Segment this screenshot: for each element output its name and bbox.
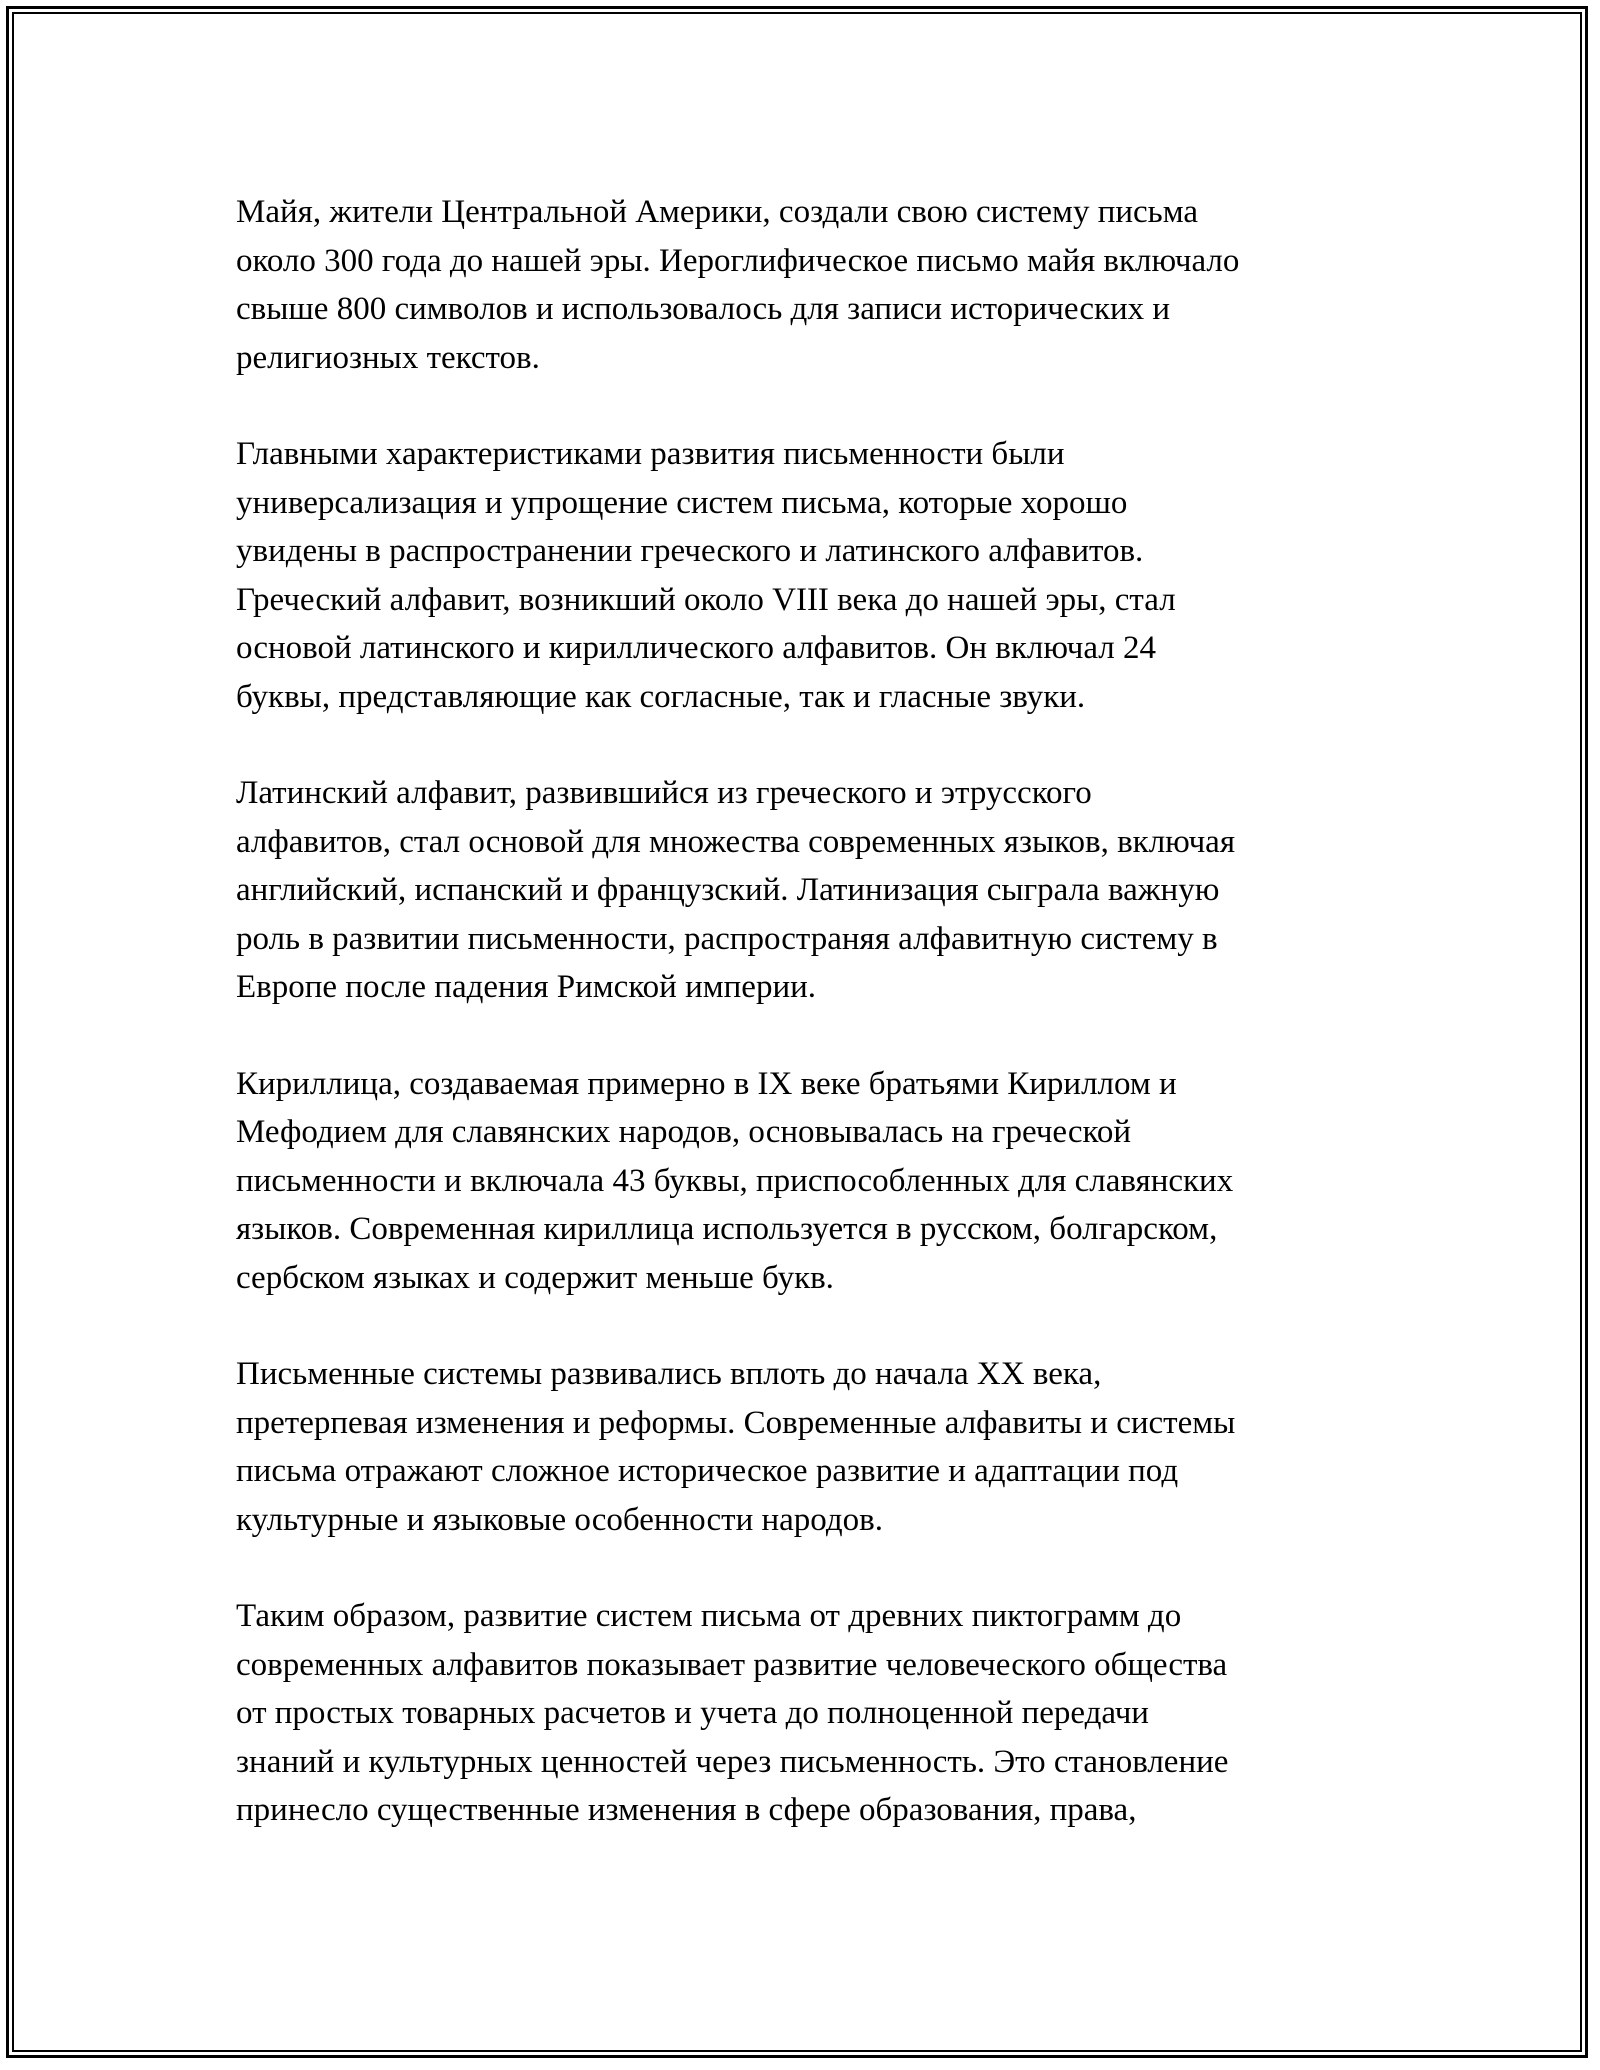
text-line: около 300 года до нашей эры. Иероглифическое письмо майя включало	[236, 242, 1240, 279]
text-line: сербском языках и содержит меньше букв.	[236, 1259, 834, 1296]
text-line: Главными характеристиками развития письменности были	[236, 436, 1065, 472]
text-line: знаний и культурных ценностей через письменность. Это становление	[236, 1743, 1229, 1780]
paragraph-maya	[236, 188, 1416, 382]
text-line: языков. Современная кириллица используется в русском, болгарском,	[236, 1211, 1218, 1247]
text-line: принесло существенные изменения в сфере образования, права,	[236, 1792, 1137, 1828]
text-line: свыше 800 символов и использовалось для записи исторических и	[236, 291, 1171, 327]
text-line: претерпевая изменения и реформы. Современные алфавиты и системы	[236, 1404, 1236, 1441]
document-body	[236, 188, 1416, 1883]
text-line: универсализация и упрощение систем письма, которые хорошо	[236, 484, 1128, 521]
paragraph-cyrillic	[236, 1060, 1416, 1303]
paragraph-latin-alphabet	[236, 769, 1416, 1012]
paragraph-conclusion	[236, 1592, 1416, 1835]
text-line: увидены в распространении греческого и латинского алфавитов.	[236, 533, 1144, 569]
text-line: современных алфавитов показывает развитие человеческого общества	[236, 1646, 1228, 1683]
text-line: Латинский алфавит, развившийся из греческого и этрусского	[236, 775, 1092, 811]
paragraph-greek-alphabet	[236, 430, 1416, 721]
text-line: Письменные системы развивались вплоть до начала XX века,	[236, 1356, 1102, 1392]
text-line: основой латинского и кириллического алфавитов. Он включал 24	[236, 630, 1156, 666]
text-line: Майя, жители Центральной Америки, создали свою систему письма	[236, 194, 1199, 230]
text-line: Таким образом, развитие систем письма от древних пиктограмм до	[236, 1598, 1182, 1634]
text-line: письма отражают сложное историческое развитие и адаптации под	[236, 1453, 1179, 1489]
text-line: английский, испанский и французский. Латинизация сыграла важную	[236, 872, 1220, 908]
text-line: Кириллица, создаваемая примерно в IX веке братьями Кириллом и	[236, 1065, 1177, 1102]
text-line: письменности и включала 43 буквы, приспособленных для славянских	[236, 1162, 1234, 1199]
text-line: Мефодием для славянских народов, основывалась на греческой	[236, 1114, 1132, 1150]
text-line: культурные и языковые особенности народов.	[236, 1501, 883, 1538]
text-line: буквы, представляющие как согласные, так и гласные звуки.	[236, 678, 1086, 715]
paragraph-writing-systems	[236, 1350, 1416, 1544]
text-line: религиозных текстов.	[236, 339, 540, 376]
text-line: от простых товарных расчетов и учета до полноценной передачи	[236, 1695, 1149, 1731]
text-line: роль в развитии письменности, распространяя алфавитную систему в	[236, 920, 1218, 957]
text-line: Европе после падения Римской империи.	[236, 969, 817, 1005]
text-line: алфавитов, стал основой для множества современных языков, включая	[236, 823, 1235, 860]
text-line: Греческий алфавит, возникший около VIII века до нашей эры, стал	[236, 581, 1176, 618]
